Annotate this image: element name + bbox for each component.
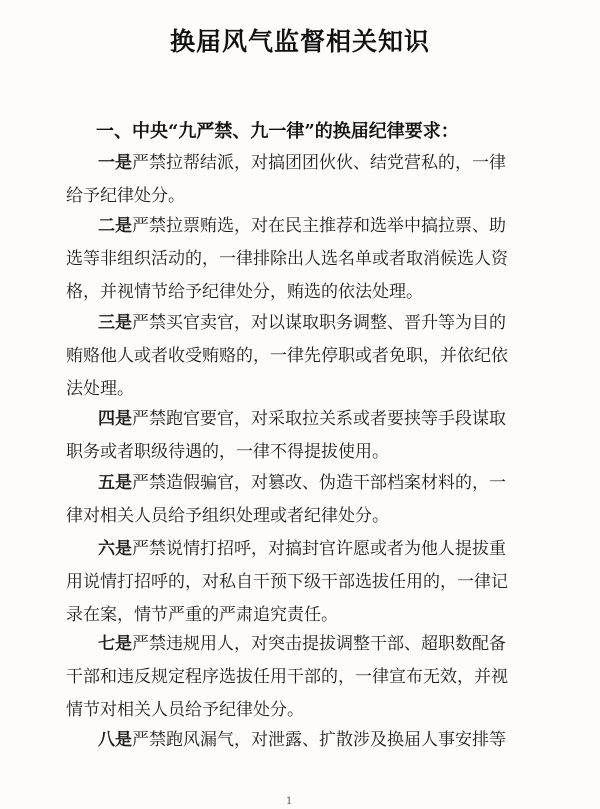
rule-lead: 一是: [98, 153, 132, 173]
rule-lead: 四是: [98, 409, 132, 429]
rule-text: 严禁违规用人，对突击提拔调整干部、超职数配备: [132, 634, 506, 654]
rule-text-line: 选等非组织活动的，一律排除出人选名单或者取消候选人资: [66, 249, 508, 269]
rule-item-8: [66, 724, 556, 757]
rule-text-line: 格，并视情节给予纪律处分，贿选的依法处理。: [66, 282, 423, 302]
rule-lead: 七是: [98, 634, 132, 654]
rule-text-line: 法处理。: [66, 379, 134, 399]
rule-text: 严禁拉票贿选，对在民主推荐和选举中搞拉票、助: [132, 216, 506, 236]
rule-text-line: 职务或者职级待遇的，一律不得提拔使用。: [66, 442, 389, 462]
rule-lead: 三是: [98, 313, 132, 333]
rule-text-line: 律对相关人员给予组织处理或者纪律处分。: [66, 506, 389, 526]
rule-text: 严禁造假骗官，对篡改、伪造干部档案材料的，一: [132, 473, 506, 493]
rule-text-line: 用说情打招呼的，对私自干预下级干部选拔任用的，一律记: [66, 572, 508, 592]
page-number: 1: [286, 796, 293, 807]
rule-lead: 八是: [98, 730, 132, 750]
document-title: 换届风气监督相关知识: [169, 27, 430, 56]
rule-item-7: [66, 628, 556, 727]
rule-text: 严禁说情打招呼，对搞封官许愿或者为他人提拔重: [132, 539, 506, 559]
rule-text-line: 情节对相关人员给予纪律处分。: [66, 700, 304, 720]
rule-text-line: 贿赂他人或者收受贿赂的，一律先停职或者免职，并依纪依: [66, 346, 508, 366]
rule-item-1: [66, 147, 556, 213]
rule-lead: 六是: [98, 539, 132, 559]
rule-text-line: 录在案，情节严重的严肃追究责任。: [66, 605, 338, 625]
rule-item-4: [66, 403, 556, 469]
rule-text: 严禁买官卖官，对以谋取职务调整、晋升等为目的: [132, 313, 506, 333]
rule-item-5: [66, 467, 556, 533]
section-heading: 一、中央“九严禁、九一律”的换届纪律要求：: [96, 121, 459, 142]
rule-item-2: [66, 210, 556, 309]
rule-text: 严禁拉帮结派，对搞团团伙伙、结党营私的，一律: [132, 153, 506, 173]
rule-item-3: [66, 307, 556, 406]
rule-lead: 二是: [98, 216, 132, 236]
rule-lead: 五是: [98, 473, 132, 493]
rule-text: 严禁跑官要官，对采取拉关系或者要挟等手段谋取: [132, 409, 506, 429]
rule-text: 严禁跑风漏气，对泄露、扩散涉及换届人事安排等: [132, 730, 506, 750]
rule-text-line: 干部和违反规定程序选拔任用干部的，一律宣布无效，并视: [66, 667, 508, 687]
rule-text-line: 给予纪律处分。: [66, 186, 185, 206]
rule-item-6: [66, 533, 556, 632]
